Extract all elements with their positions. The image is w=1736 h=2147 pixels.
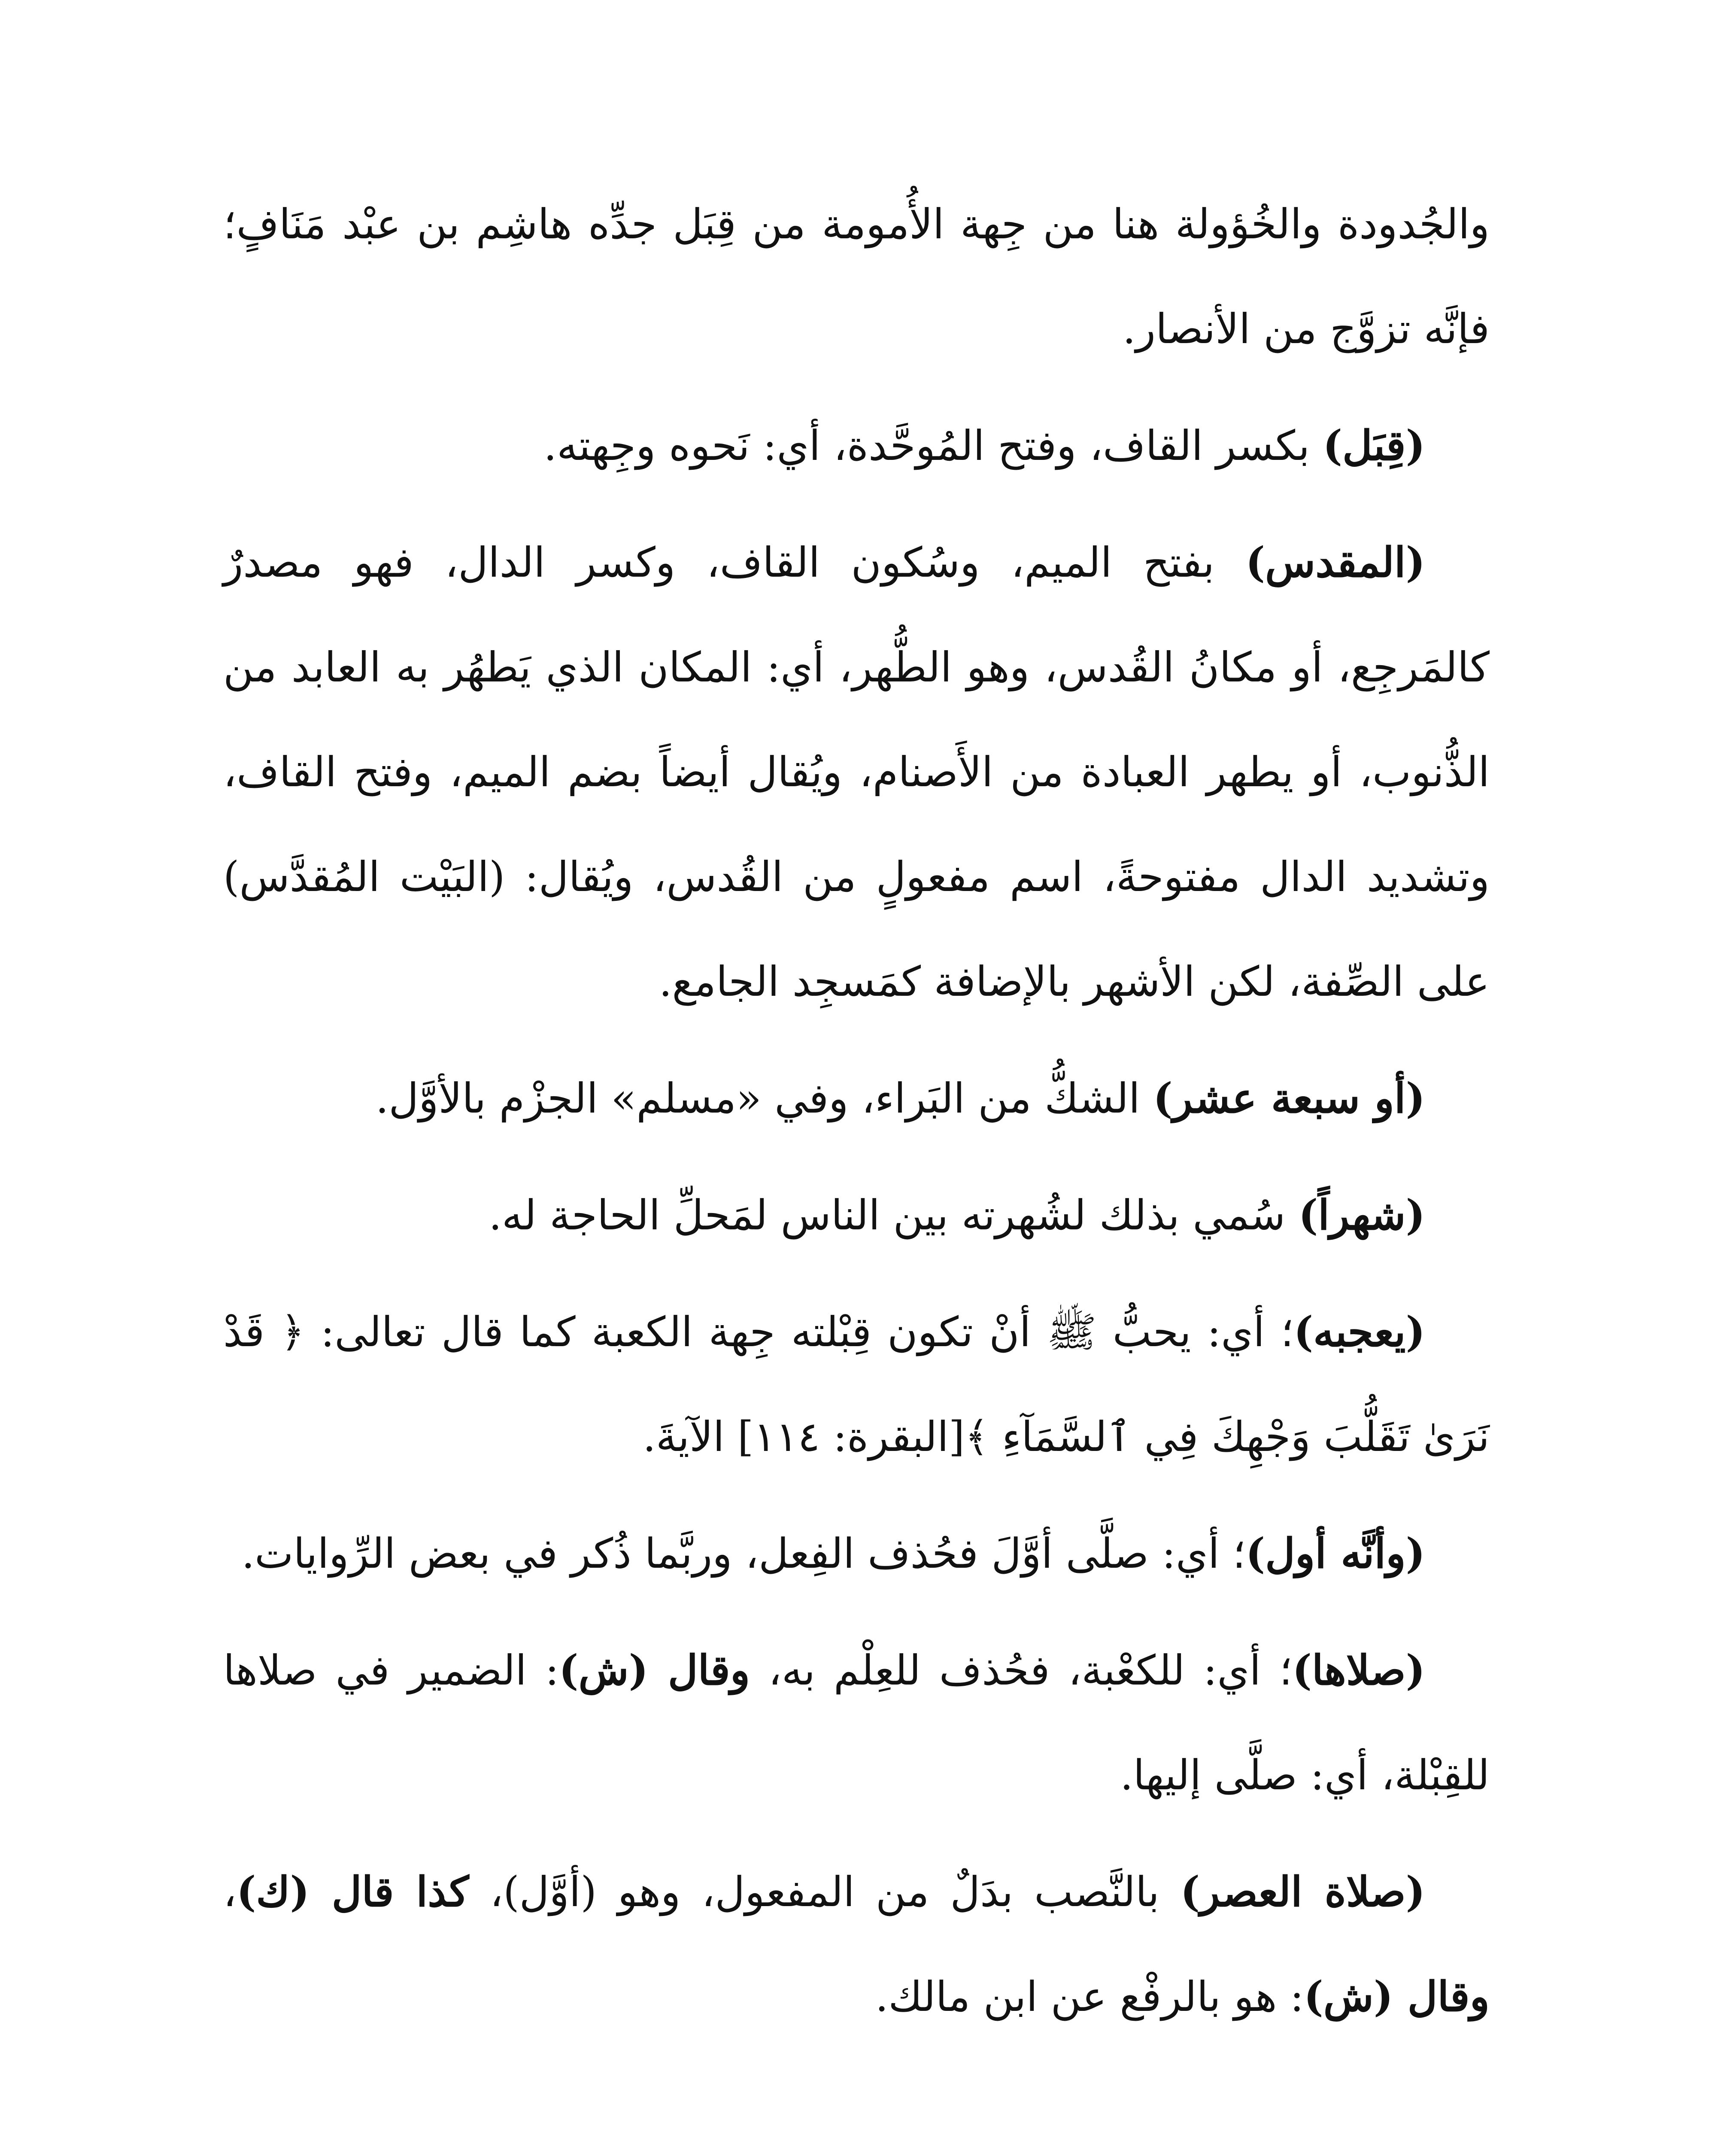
paragraph-text: بفتح الميم، وسُكون القاف، وكسر الدال، فهو مصدرٌ كالمَرجِع، أو مكانُ القُدس، وهو الطُّهر، أي: المكان الذي يَطهُر به العابد من الذُّنوب، أو يطهر العبادة من الأَصنام، ويُقال أيضاً بضم الميم، وفتح القاف، وتشديد الدال مفتوحةً، اسم مفعولٍ من القُدس، ويُقال: (البَيْت المُقدَّس) على الصِّفة، لكن الأشهر بالإضافة كمَسجِد الجامع. bbox=[223, 538, 1490, 1006]
paragraph-text: والجُدودة والخُؤولة هنا من جِهة الأُمومة من قِبَل جدِّه هاشِم بن عبْد مَنَافٍ؛ فإنَّه تزوَّج من الأنصار. bbox=[223, 200, 1490, 353]
term-heading: (وأنَّه أول) bbox=[1245, 1529, 1425, 1578]
paragraph bbox=[223, 1618, 1490, 1828]
paragraph bbox=[223, 510, 1490, 1034]
paragraph-text: ؛ أي: يحبُّ ﷺ أنْ تكون قِبْلته جِهة الكعبة كما قال تعالى: ﴿ قَدْ نَرَىٰ تَقَلُّبَ وَجْهِكَ فِي ٱلسَّمَآءِ ﴾[البقرة: ١١٤] الآيةَ. bbox=[223, 1308, 1490, 1461]
paragraph-text: بكسر القاف، وفتح المُوحَّدة، أي: نَحوه وجِهته. bbox=[543, 422, 1323, 470]
term-heading: (صلاة العصر) bbox=[1180, 1867, 1426, 1916]
paragraph-text: الشكُّ من البَراء، وفي «مسلم» الجزْم بالأوَّل. bbox=[375, 1074, 1153, 1122]
paragraph-text: ، bbox=[223, 1868, 237, 1916]
paragraph-text: بالنَّصب بدَلٌ من المفعول، وهو (أوَّل)، bbox=[469, 1868, 1181, 1916]
term-heading: وقال (ش) bbox=[1304, 1972, 1490, 2021]
paragraph-text: ؛ أي: صلَّى أوَّلَ فحُذف الفِعل، وربَّما ذُكر في بعض الرِّوايات. bbox=[241, 1530, 1246, 1578]
paragraph bbox=[223, 1046, 1490, 1151]
term-heading: (يعجبه) bbox=[1293, 1308, 1425, 1356]
paragraph bbox=[223, 1163, 1490, 1268]
paragraph bbox=[223, 1501, 1490, 1606]
paragraph bbox=[223, 1280, 1490, 1489]
term-heading: (شهراً) bbox=[1298, 1191, 1425, 1239]
paragraph bbox=[223, 393, 1490, 498]
term-heading: (قِبَل) bbox=[1323, 421, 1425, 470]
body-text bbox=[223, 172, 1490, 2061]
term-heading: كذا قال (ك) bbox=[236, 1867, 469, 1916]
term-heading: (صلاها) bbox=[1292, 1646, 1426, 1694]
term-heading: (المقدس) bbox=[1245, 538, 1425, 587]
term-heading: (أو سبعة عشر) bbox=[1153, 1074, 1425, 1122]
paragraph bbox=[223, 172, 1490, 381]
term-heading: وقال (ش) bbox=[559, 1646, 750, 1694]
paragraph-text: : الضمير في صلاها للقِبْلة، أي: صلَّى إليها. bbox=[223, 1646, 1490, 1799]
paragraph-text: سُمي بذلك لشُهرته بين الناس لمَحلِّ الحاجة له. bbox=[489, 1191, 1299, 1239]
paragraph-text: ؛ أي: للكعْبة، فحُذف للعِلْم به، bbox=[750, 1646, 1293, 1694]
paragraph-text: : هو بالرفْع عن ابن مالك. bbox=[875, 1973, 1304, 2021]
paragraph bbox=[223, 1840, 1490, 2049]
